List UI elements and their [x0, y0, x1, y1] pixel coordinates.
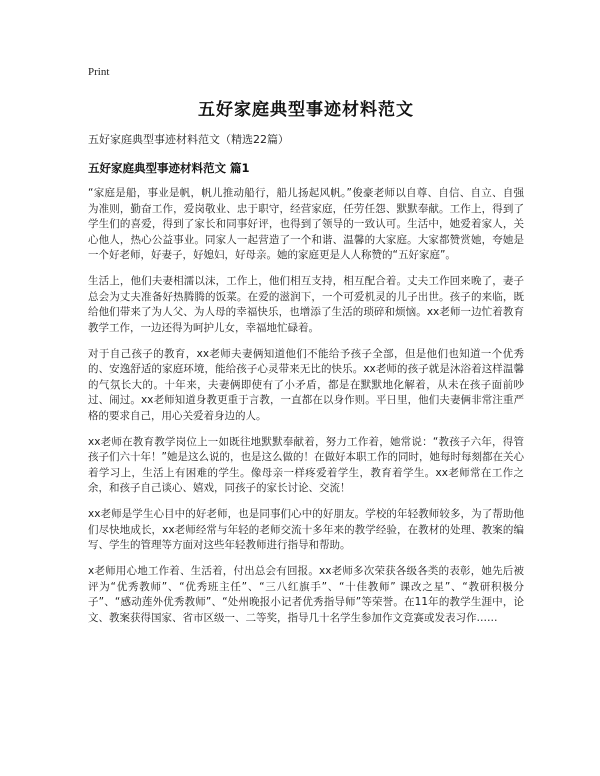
- paragraph-6: x老师用心地工作着、生活着，付出总会有回报。xx老师多次荣获各级各类的表彰，她先后被评为“优秀教师”、“优秀班主任”、“三八红旗手”、“十佳教师” 课改之星”、“教研积极分子”、“感动莲外优秀教师”、“处州晚报小记者优秀指导师”等荣誉。在11年的教学生涯中，论文、教案获得国家、省市区级一、二等奖，指导几十名学生参加作文竞赛或发表习作……: [88, 565, 524, 624]
- section-heading: 五好家庭典型事迹材料范文 篇1: [88, 161, 250, 175]
- document-title: 五好家庭典型事迹材料范文: [198, 100, 414, 120]
- paragraph-4: xx老师在教育教学岗位上一如既往地默默奉献着，努力工作着，她常说：“教孩子六年，得管孩子们六十年！”她是这么说的，也是这么做的！在做好本职工作的同时，她每时每刻都在关心着学习上，生活上有困难的学生。像母亲一样疼爱着学生，教育着学生。xx老师常在工作之余，和孩子自己谈心、嬉戏，同孩子的家长讨论、交流！: [88, 435, 524, 494]
- paragraph-2: 生活上，他们夫妻相濡以沫，工作上，他们相互支持，相互配合着。丈夫工作回来晚了，妻子总会为丈夫准备好热腾腾的饭菜。在爱的滋润下，一个可爱机灵的儿子出世。孩子的来临，既给他们带来了为人父、为人母的幸福快乐，也增添了生活的琐碎和烦恼。xx老师一边忙着教育教学工作，一边还得为呵护儿女，幸福地忙碌着。: [88, 275, 524, 334]
- print-label: Print: [88, 66, 110, 78]
- document-subtitle: 五好家庭典型事迹材料范文（精选22篇）: [88, 133, 289, 146]
- document-page: [88, 64, 524, 637]
- paragraph-3: 对于自己孩子的教育，xx老师夫妻俩知道他们不能给予孩子全部，但是他们也知道一个优秀的、安逸舒适的家庭环境，能给孩子心灵带来无比的快乐。xx老师的孩子就是沐浴着这样温馨的气氛长大的。十年来，夫妻俩即使有了小矛盾，都是在默默地化解着，从未在孩子面前吵过、闹过。xx老师知道身教更重于言教，一直都在以身作则。平日里，他们夫妻俩非常注重严格的要求自己，用心关爱着身边的人。: [88, 347, 524, 422]
- paragraph-1: “家庭是船，事业是帆，帆儿推动船行，船儿扬起风帆。”俊豪老师以自尊、自信、自立、自强为准则，勤奋工作，爱岗敬业、忠于职守，经营家庭，任劳任怨、默默奉献。工作上，得到了学生们的喜爱，得到了家长和同事好评，也得到了领导的一致认可。生活中，她爱着家人，关心他人，热心公益事业。同家人一起营造了一个和谐、温馨的大家庭。大家都赞赏她，夸她是一个好老师，好妻子，好媳妇，好母亲。她的家庭更是人人称赞的“五好家庭”。: [88, 187, 524, 261]
- paragraph-5: xx老师是学生心目中的好老师，也是同事们心中的好朋友。学校的年轻教师较多，为了帮助他们尽快地成长，xx老师经常与年轻的老师交流十多年来的教学经验，在教材的处理、教案的编写、学生的管理等方面对这些年轻教师进行指导和帮助。: [88, 508, 524, 551]
